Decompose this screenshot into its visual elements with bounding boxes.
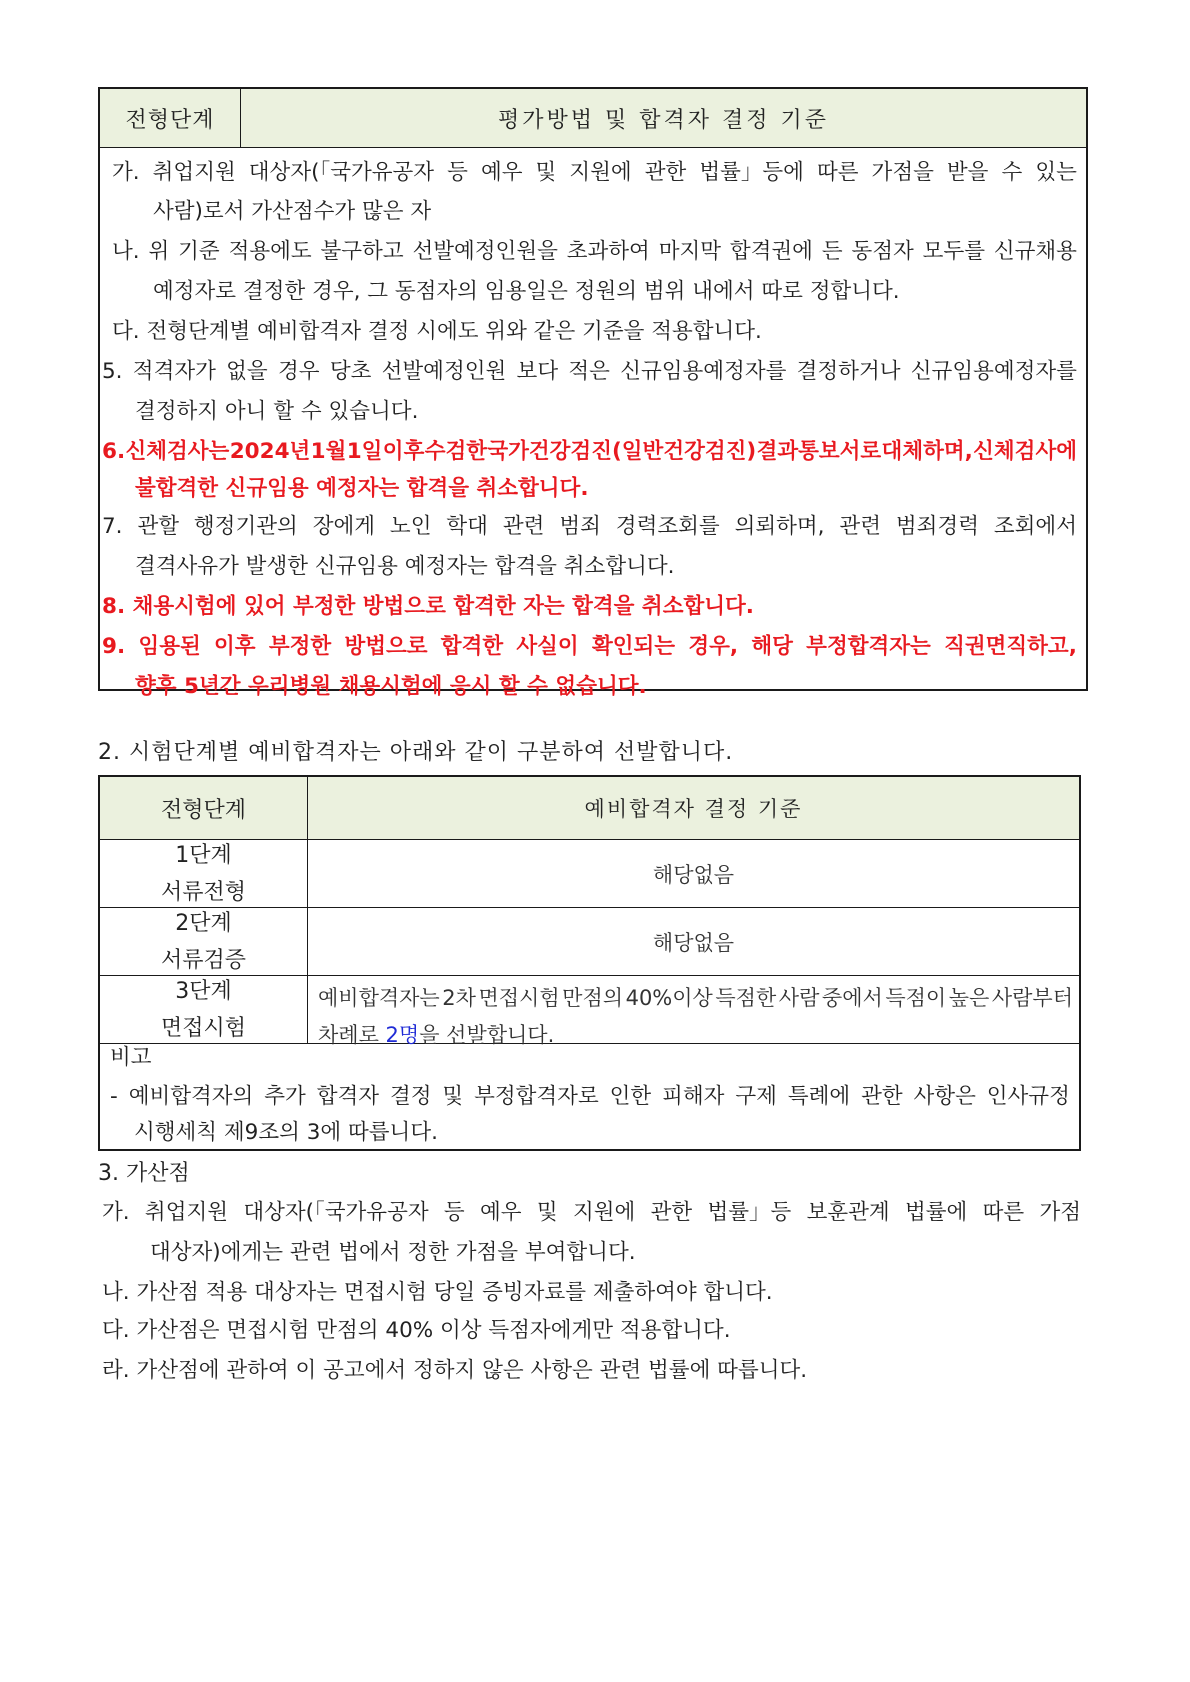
word: 9. xyxy=(102,634,126,659)
criteria-cell: 해당없음 xyxy=(652,930,735,955)
word: 1월 xyxy=(310,439,347,464)
word: - xyxy=(110,1084,118,1109)
line-5-cont: 결정하지 아니 할 수 있습니다. xyxy=(135,399,419,424)
table-row xyxy=(100,976,1079,1047)
word: 및 xyxy=(536,1200,558,1225)
line-ga xyxy=(112,162,1077,184)
word: 기준 xyxy=(178,239,220,264)
s3-line-ga-cont: 대상자)에게는 관련 법에서 정한 가점을 부여합니다. xyxy=(150,1240,636,1265)
word: 가. xyxy=(112,160,140,185)
line-da: 다. 전형단계별 예비합격자 결정 시에도 위와 같은 기준을 적용합니다. xyxy=(112,319,762,344)
word: 선발예정인원을 xyxy=(412,239,558,264)
word: 합격한 xyxy=(440,634,504,659)
word: 부정합격자는 xyxy=(806,634,931,659)
word: 만점의 xyxy=(562,986,624,1010)
word: 2차 xyxy=(442,986,476,1010)
word: 신규임용예정자를 xyxy=(910,359,1077,384)
table-row xyxy=(100,840,1079,908)
word: 7. xyxy=(102,514,123,539)
word: 사항은 xyxy=(913,1084,976,1109)
word: 가점을 xyxy=(871,160,934,185)
header-stage: 전형단계 xyxy=(100,777,308,839)
word: 신규임용예정자를 xyxy=(620,359,787,384)
s3-line-ga xyxy=(102,1202,1081,1224)
word: 범죄경력 xyxy=(895,514,979,539)
word: 인한 xyxy=(609,1084,652,1109)
word: 보다 xyxy=(516,359,559,384)
line-6 xyxy=(102,441,1077,463)
line-6-cont: 불합격한 신규임용 예정자는 합격을 취소합니다. xyxy=(135,476,589,501)
word: 신체검사에 xyxy=(973,439,1077,464)
word: 사람 xyxy=(778,986,820,1010)
word: 동점자 xyxy=(851,239,914,264)
word: 결과통보서로 xyxy=(756,439,882,464)
line-ga-cont: 사람)로서 가산점수가 많은 자 xyxy=(153,199,432,224)
word: 높은 xyxy=(948,986,990,1010)
word: 40%이상 xyxy=(625,986,713,1010)
word: 법률」등 xyxy=(707,1200,792,1225)
note-cell xyxy=(100,1044,1079,1150)
word: 경우 xyxy=(277,359,320,384)
word: 위 xyxy=(148,239,170,264)
word: 이후 xyxy=(382,439,425,464)
word: 예우 xyxy=(480,1200,522,1225)
word: 가. xyxy=(102,1200,130,1225)
word: 임용된 xyxy=(138,634,201,659)
section2-heading: 2. 시험단계별 예비합격자는 아래와 같이 구분하여 선발합니다. xyxy=(98,740,734,765)
word: 적용에도 xyxy=(228,239,312,264)
line-5 xyxy=(102,361,1077,383)
note-line-2: 시행세칙 제9조의 3에 따릅니다. xyxy=(134,1120,438,1145)
word: 등 xyxy=(443,1200,465,1225)
word: 범죄 xyxy=(559,514,601,539)
word: 신체검사는 xyxy=(125,439,230,464)
word: 방법으로 xyxy=(344,634,428,659)
word: 취업지원 xyxy=(152,160,236,185)
header-criteria: 평가방법 및 합격자 결정 기준 xyxy=(498,107,829,133)
word: 노인 xyxy=(389,514,432,539)
header-reserve-criteria: 예비합격자 결정 기준 xyxy=(584,797,803,821)
stage-number: 3단계 xyxy=(175,978,232,1004)
word: 법률」등에 xyxy=(699,160,804,185)
word: 취업지원 xyxy=(144,1200,228,1225)
word: 행정기관의 xyxy=(193,514,298,539)
word: 예우 xyxy=(480,160,523,185)
s3-line-na: 나. 가산점 적용 대상자는 면접시험 당일 증빙자료를 제출하여야 합니다. xyxy=(102,1280,773,1305)
word: 해당 xyxy=(751,634,793,659)
word: 조회에서 xyxy=(993,514,1077,539)
stage-number: 1단계 xyxy=(175,842,232,868)
reserve-table xyxy=(98,775,1081,1151)
word: 2024년 xyxy=(229,439,311,464)
word: 모두를 xyxy=(922,239,985,264)
word: 결정하거나 xyxy=(796,359,901,384)
word: 관한 xyxy=(644,160,687,185)
criteria-line-2-post: 을 선발합니다. xyxy=(419,1023,555,1047)
word: 따른 xyxy=(982,1200,1025,1225)
word: 사실이 xyxy=(516,634,579,659)
word: 예비합격자의 xyxy=(128,1084,254,1109)
word: 대상자(「국가유공자 xyxy=(248,160,435,185)
word: 경력조회를 xyxy=(615,514,720,539)
word: 5. xyxy=(102,359,123,384)
word: 장에게 xyxy=(312,514,375,539)
word: 득점한 xyxy=(715,986,777,1010)
table-row xyxy=(100,908,1079,976)
word: 이후 xyxy=(214,634,256,659)
word: 국가건강검진(일반건강검진) xyxy=(487,439,757,464)
word: 대체하며, xyxy=(881,439,973,464)
stage-cell xyxy=(100,908,308,975)
word: 피해자 xyxy=(662,1084,725,1109)
word: 초과하여 xyxy=(566,239,650,264)
word: 합격권에 xyxy=(729,239,813,264)
criteria-table xyxy=(98,87,1088,699)
word: 수 xyxy=(1001,160,1023,185)
line-7 xyxy=(102,516,1077,538)
word: 부정합격자로 xyxy=(474,1084,599,1109)
word: 받을 xyxy=(946,160,989,185)
line-8: 8. 채용시험에 있어 부정한 방법으로 합격한 자는 합격을 취소합니다. xyxy=(102,594,754,619)
word: 관한 xyxy=(650,1200,693,1225)
word: 마지막 xyxy=(658,239,721,264)
reserve-table-header xyxy=(100,777,1079,840)
word: 신규채용 xyxy=(993,239,1077,264)
criteria-cell: 해당없음 xyxy=(652,862,735,887)
word: 중에서 xyxy=(821,986,883,1010)
stage-name: 서류검증 xyxy=(160,947,246,973)
word: 관련 xyxy=(502,514,545,539)
note-title: 비고 xyxy=(110,1045,152,1070)
word: 및 xyxy=(442,1084,464,1109)
word: 지원에 xyxy=(572,1200,636,1225)
stage-name: 서류전형 xyxy=(160,879,246,905)
word: 특례에 xyxy=(787,1084,851,1109)
word: 관한 xyxy=(861,1084,903,1109)
stage-name: 면접시험 xyxy=(160,1015,246,1041)
criteria-cell xyxy=(308,976,1079,1047)
word: 나. xyxy=(112,239,140,264)
word: 인사규정 xyxy=(986,1084,1070,1109)
word: 법률에 xyxy=(904,1200,968,1225)
word: 구제 xyxy=(735,1084,777,1109)
word: 적은 xyxy=(568,359,610,384)
word: 불구하고 xyxy=(320,239,404,264)
word: 있는 xyxy=(1035,160,1077,185)
word: 합격자 xyxy=(316,1084,380,1109)
word: 적격자가 xyxy=(132,359,216,384)
word: 선발예정인원 xyxy=(381,359,507,384)
word: 결정 xyxy=(389,1084,432,1109)
word: 6. xyxy=(102,439,126,464)
reserve-count: 2명 xyxy=(385,1023,420,1047)
criteria-line-2-pre: 차례로 xyxy=(318,1023,386,1047)
word: 등 xyxy=(447,160,468,185)
word: 학대 xyxy=(446,514,488,539)
word: 및 xyxy=(535,160,557,185)
s3-line-ra: 라. 가산점에 관하여 이 공고에서 정하지 않은 사항은 관련 법률에 따릅니다. xyxy=(102,1358,808,1383)
word: 사람부터 xyxy=(991,986,1073,1010)
word: 관할 xyxy=(137,514,179,539)
line-7-cont: 결격사유가 발생한 신규임용 예정자는 합격을 취소합니다. xyxy=(135,554,675,579)
word: 예비합격자는 xyxy=(318,986,440,1010)
criteria-line-1 xyxy=(318,980,1073,1017)
word: 수검한 xyxy=(424,439,487,464)
word: 따른 xyxy=(816,160,859,185)
stage-number: 2단계 xyxy=(175,910,232,936)
word: 가점 xyxy=(1039,1200,1081,1225)
section3-heading: 3. 가산점 xyxy=(98,1161,190,1186)
stage-cell xyxy=(100,976,308,1043)
word: 관련 xyxy=(839,514,881,539)
line-9-cont: 향후 5년간 우리병원 채용시험에 응시 할 수 없습니다. xyxy=(135,674,647,699)
word: 대상자(「국가유공자 xyxy=(243,1200,429,1225)
word: 부정한 xyxy=(268,634,332,659)
word: 든 xyxy=(821,239,843,264)
word: 면접시험 xyxy=(478,986,560,1010)
word: 보훈관계 xyxy=(806,1200,890,1225)
word: 추가 xyxy=(264,1084,306,1109)
word: 확인되는 xyxy=(591,634,676,659)
word: 직권면직하고, xyxy=(944,634,1077,659)
note-line-1 xyxy=(110,1086,1070,1108)
word: 지원에 xyxy=(569,160,632,185)
line-na-cont: 예정자로 결정한 경우, 그 동점자의 임용일은 정원의 범위 내에서 따로 정합니다. xyxy=(153,279,900,304)
s3-line-da: 다. 가산점은 면접시험 만점의 40% 이상 득점자에게만 적용합니다. xyxy=(102,1318,731,1343)
word: 득점이 xyxy=(885,986,947,1010)
line-na xyxy=(112,241,1077,263)
word: 1일 xyxy=(346,439,383,464)
line-9 xyxy=(102,636,1077,658)
word: 경우, xyxy=(688,634,739,659)
word: 없을 xyxy=(226,359,268,384)
word: 당초 xyxy=(329,359,372,384)
stage-cell xyxy=(100,840,308,907)
header-stage: 전형단계 xyxy=(100,89,241,147)
word: 의뢰하며, xyxy=(734,514,825,539)
criteria-table-header xyxy=(100,89,1086,148)
